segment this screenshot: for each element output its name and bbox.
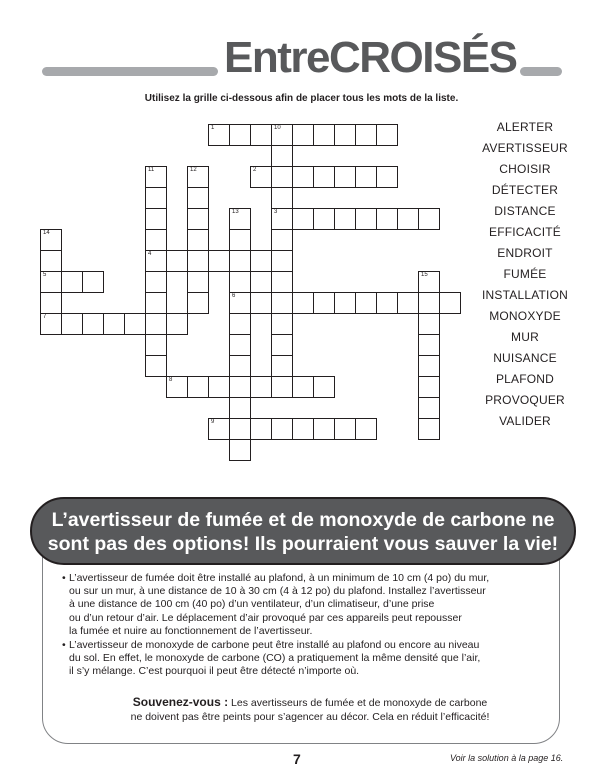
clue-number: 1 xyxy=(211,125,215,131)
grid-cell xyxy=(292,166,314,188)
grid-cell xyxy=(376,124,398,146)
grid-cell xyxy=(208,250,230,272)
grid-cell xyxy=(292,376,314,398)
grid-cell xyxy=(334,166,356,188)
word-list-item: FUMÉE xyxy=(503,267,547,281)
grid-cell xyxy=(145,250,167,272)
grid-cell xyxy=(229,418,251,440)
grid-cell xyxy=(271,334,293,356)
grid-cell xyxy=(250,166,272,188)
grid-cell xyxy=(229,292,251,314)
page-number: 7 xyxy=(293,751,301,767)
grid-cell xyxy=(292,418,314,440)
grid-cell xyxy=(271,187,293,209)
grid-cell xyxy=(292,208,314,230)
grid-cell xyxy=(229,376,251,398)
grid-cell xyxy=(166,376,188,398)
grid-cell xyxy=(271,145,293,167)
grid-cell xyxy=(82,313,104,335)
word-list-item: MUR xyxy=(511,330,539,344)
bullet-co-alarm: • L’avertisseur de monoxyde de carbone peut être installé au plafond ou encore au niveau du sol. En effet, le monoxyde de carbone (CO) a pratiquement la même densité que l’air, il s’y mélange. C’est pourquoi il peut être détecté n’importe où. xyxy=(62,639,532,679)
grid-cell xyxy=(271,355,293,377)
grid-cell xyxy=(250,376,272,398)
grid-cell xyxy=(166,250,188,272)
grid-cell xyxy=(229,439,251,461)
grid-cell xyxy=(418,208,440,230)
grid-cell xyxy=(145,187,167,209)
grid-cell xyxy=(145,208,167,230)
safety-bullets xyxy=(62,572,532,680)
banner-line: sont pas des options! Ils pourraient vous sauver la vie! xyxy=(47,533,559,555)
grid-cell xyxy=(334,292,356,314)
grid-cell xyxy=(187,271,209,293)
grid-cell xyxy=(271,166,293,188)
grid-cell xyxy=(334,124,356,146)
grid-cell xyxy=(145,334,167,356)
grid-cell xyxy=(397,292,419,314)
grid-cell xyxy=(82,271,104,293)
grid-cell xyxy=(40,313,62,335)
clue-number: 4 xyxy=(148,251,152,257)
grid-cell xyxy=(271,229,293,251)
grid-cell xyxy=(229,250,251,272)
word-list-item: AVERTISSEUR xyxy=(482,141,568,155)
grid-cell xyxy=(229,229,251,251)
word-list-item: DÉTECTER xyxy=(491,183,559,197)
clue-number: 15 xyxy=(421,272,428,278)
grid-cell xyxy=(271,292,293,314)
grid-cell xyxy=(187,166,209,188)
grid-cell xyxy=(271,313,293,335)
grid-cell xyxy=(313,418,335,440)
grid-cell xyxy=(61,271,83,293)
grid-cell xyxy=(418,355,440,377)
grid-cell xyxy=(145,166,167,188)
grid-cell xyxy=(313,292,335,314)
word-list xyxy=(470,117,580,432)
grid-cell xyxy=(40,250,62,272)
grid-cell xyxy=(418,397,440,419)
clue-number: 2 xyxy=(253,167,257,173)
grid-cell xyxy=(61,313,83,335)
grid-cell xyxy=(313,166,335,188)
grid-cell xyxy=(208,124,230,146)
grid-cell xyxy=(187,250,209,272)
grid-cell xyxy=(418,271,440,293)
word-list-item: PROVOQUER xyxy=(485,393,565,407)
grid-cell xyxy=(355,418,377,440)
clue-number: 6 xyxy=(232,293,236,299)
grid-cell xyxy=(250,292,272,314)
solution-note: Voir la solution à la page 16. xyxy=(450,753,564,763)
grid-cell xyxy=(40,229,62,251)
grid-cell xyxy=(271,208,293,230)
grid-cell xyxy=(376,208,398,230)
grid-cell xyxy=(271,271,293,293)
clue-number: 13 xyxy=(232,209,239,215)
grid-cell xyxy=(229,271,251,293)
grid-cell xyxy=(229,124,251,146)
grid-cell xyxy=(229,313,251,335)
grid-cell xyxy=(313,124,335,146)
grid-cell xyxy=(397,208,419,230)
grid-cell xyxy=(229,355,251,377)
grid-cell xyxy=(418,313,440,335)
grid-cell xyxy=(229,334,251,356)
grid-cell xyxy=(208,376,230,398)
grid-cell xyxy=(145,271,167,293)
grid-cell xyxy=(292,124,314,146)
grid-cell xyxy=(166,313,188,335)
grid-cell xyxy=(355,124,377,146)
grid-cell xyxy=(145,355,167,377)
grid-cell xyxy=(313,376,335,398)
grid-cell xyxy=(271,124,293,146)
grid-cell xyxy=(145,229,167,251)
grid-cell xyxy=(355,166,377,188)
grid-cell xyxy=(418,418,440,440)
word-list-item: DISTANCE xyxy=(494,204,556,218)
grid-cell xyxy=(187,292,209,314)
grid-cell xyxy=(40,292,62,314)
clue-number: 9 xyxy=(211,419,215,425)
grid-cell xyxy=(250,250,272,272)
grid-cell xyxy=(250,124,272,146)
grid-cell xyxy=(40,271,62,293)
word-list-item: CHOISIR xyxy=(499,162,551,176)
grid-cell xyxy=(376,292,398,314)
clue-number: 7 xyxy=(43,314,47,320)
grid-cell xyxy=(334,418,356,440)
grid-cell xyxy=(187,187,209,209)
grid-cell xyxy=(145,292,167,314)
word-list-item: ENDROIT xyxy=(497,246,553,260)
grid-cell xyxy=(208,418,230,440)
grid-cell xyxy=(334,208,356,230)
word-list-item: EFFICACITÉ xyxy=(488,225,561,239)
grid-cell xyxy=(418,376,440,398)
remember-note: Souvenez-vous : Les avertisseurs de fumée et de monoxyde de carbone ne doivent pas être peints pour s’agencer au décor. Cela en réduit l’efficacité! xyxy=(130,695,490,723)
clue-number: 5 xyxy=(43,272,47,278)
grid-cell xyxy=(355,292,377,314)
bullet-smoke-alarm: • L’avertisseur de fumée doit être installé au plafond, à un minimum de 10 cm (4 po) du mur, ou sur un mur, à une distance de 10 à 30 cm (4 à 12 po) du plafond. Installez l’avertisseur à une distance de 100 cm (40 po) d’un ventilateur, d’un climatiseur, d’une prise ou d’un retour d’air. Le déplacement d’air provoqué par ces appareils peut repousser la fumée et nuire au fonctionnement de l’avertisseur. xyxy=(62,572,532,638)
grid-cell xyxy=(124,313,146,335)
grid-cell xyxy=(439,292,461,314)
grid-cell xyxy=(187,208,209,230)
grid-cell xyxy=(271,376,293,398)
grid-cell xyxy=(187,229,209,251)
grid-cell xyxy=(292,292,314,314)
word-list-item: VALIDER xyxy=(499,414,551,428)
word-list-item: INSTALLATION xyxy=(482,288,568,302)
safety-banner xyxy=(30,497,576,565)
grid-cell xyxy=(187,376,209,398)
instructions: Utilisez la grille ci-dessous afin de placer tous les mots de la liste. xyxy=(144,93,459,104)
word-list-item: NUISANCE xyxy=(493,351,557,365)
word-list-item: ALERTER xyxy=(496,120,554,134)
word-list-item: PLAFOND xyxy=(495,372,555,386)
clue-number: 8 xyxy=(169,377,173,383)
grid-cell xyxy=(250,418,272,440)
banner-line: L’avertisseur de fumée et de monoxyde de carbone ne xyxy=(51,509,555,531)
remember-label: Souvenez-vous : xyxy=(132,695,229,709)
clue-number: 3 xyxy=(274,209,278,215)
grid-cell xyxy=(103,313,125,335)
grid-cell xyxy=(376,166,398,188)
grid-cell xyxy=(271,250,293,272)
grid-cell xyxy=(355,208,377,230)
word-list-item: MONOXYDE xyxy=(489,309,561,323)
grid-cell xyxy=(229,397,251,419)
clue-number: 10 xyxy=(274,125,281,131)
grid-cell xyxy=(313,208,335,230)
clue-number: 12 xyxy=(190,167,197,173)
page-title: EntreCROISÉS xyxy=(224,33,517,82)
grid-cell xyxy=(229,208,251,230)
grid-cell xyxy=(418,292,440,314)
grid-cell xyxy=(145,313,167,335)
grid-cell xyxy=(271,418,293,440)
clue-number: 11 xyxy=(148,167,155,173)
clue-number: 14 xyxy=(43,230,50,236)
grid-cell xyxy=(418,334,440,356)
